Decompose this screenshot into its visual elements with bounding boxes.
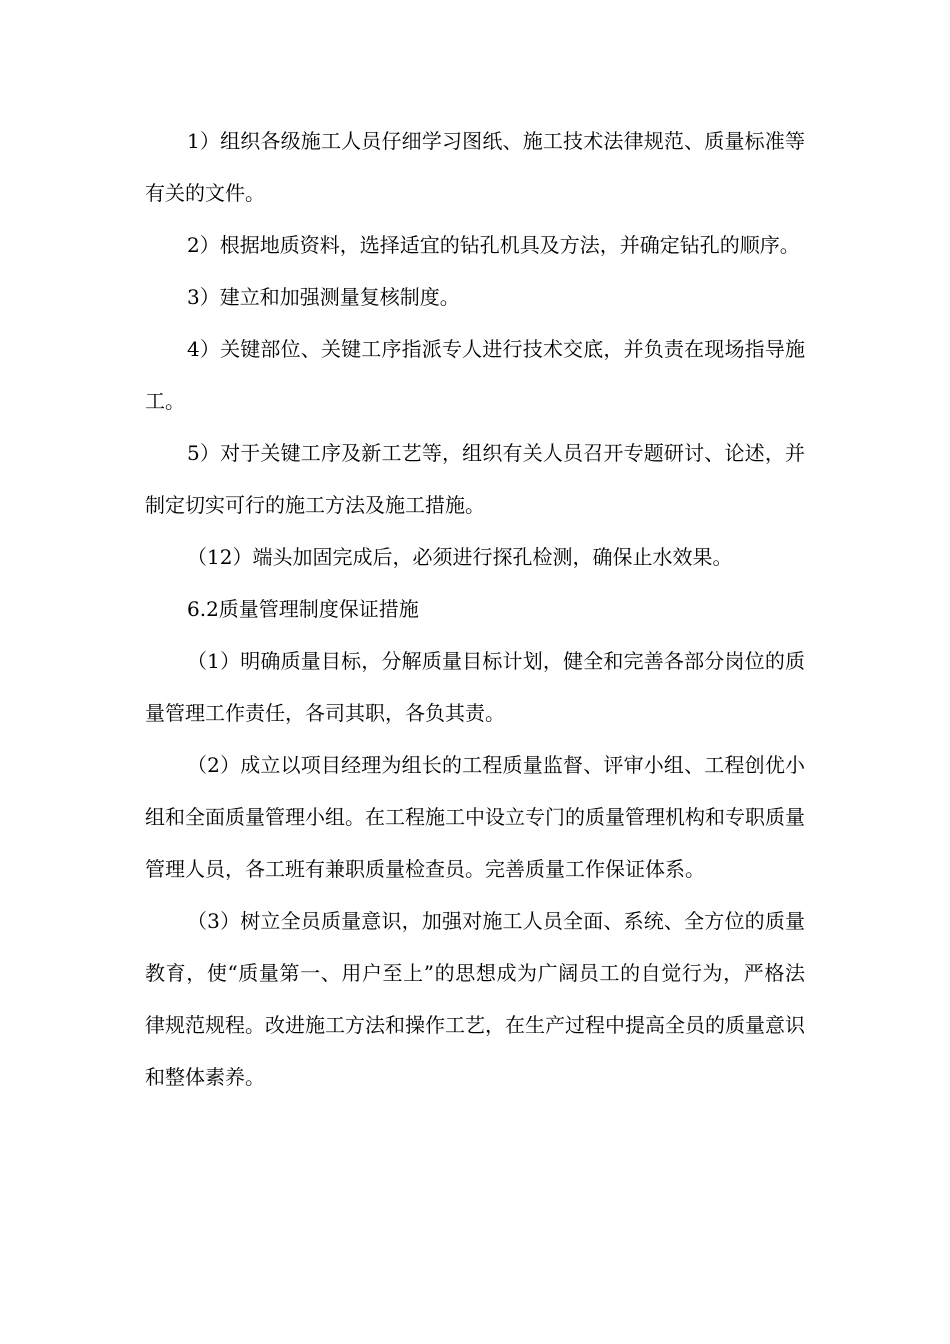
paragraph-quality-3: （3）树立全员质量意识，加强对施工人员全面、系统、全方位的质量教育，使“质量第一、用户至上”的思想成为广阔员工的自觉行为，严格法律规范规程。改进施工方法和操作工艺，在生产过程中提高全员的质量意识和整体素养。 bbox=[145, 909, 805, 1089]
paragraph-item-2: 2）根据地质资料，选择适宜的钻孔机具及方法，并确定钻孔的顺序。 bbox=[187, 233, 800, 257]
paragraph-item-4: 4）关键部位、关键工序指派专人进行技术交底，并负责在现场指导施工。 bbox=[145, 337, 805, 413]
paragraph-item-5: 5）对于关键工序及新工艺等，组织有关人员召开专题研讨、论述，并制定切实可行的施工方法及施工措施。 bbox=[145, 441, 805, 517]
paragraph-quality-2: （2）成立以项目经理为组长的工程质量监督、评审小组、工程创优小组和全面质量管理小组。在工程施工中设立专门的质量管理机构和专职质量管理人员，各工班有兼职质量检查员。完善质量工作保证体系。 bbox=[145, 753, 805, 881]
paragraph-quality-1: （1）明确质量目标，分解质量目标计划，健全和完善各部分岗位的质量管理工作责任，各司其职，各负其责。 bbox=[145, 649, 805, 725]
document-body bbox=[145, 115, 805, 1103]
paragraph-item-3: 3）建立和加强测量复核制度。 bbox=[187, 285, 460, 309]
paragraph-item-12: （12）端头加固完成后，必须进行探孔检测，确保止水效果。 bbox=[187, 545, 733, 569]
section-heading-6-2: 6.2质量管理制度保证措施 bbox=[187, 597, 419, 621]
paragraph-item-1: 1）组织各级施工人员仔细学习图纸、施工技术法律规范、质量标准等有关的文件。 bbox=[145, 129, 805, 205]
